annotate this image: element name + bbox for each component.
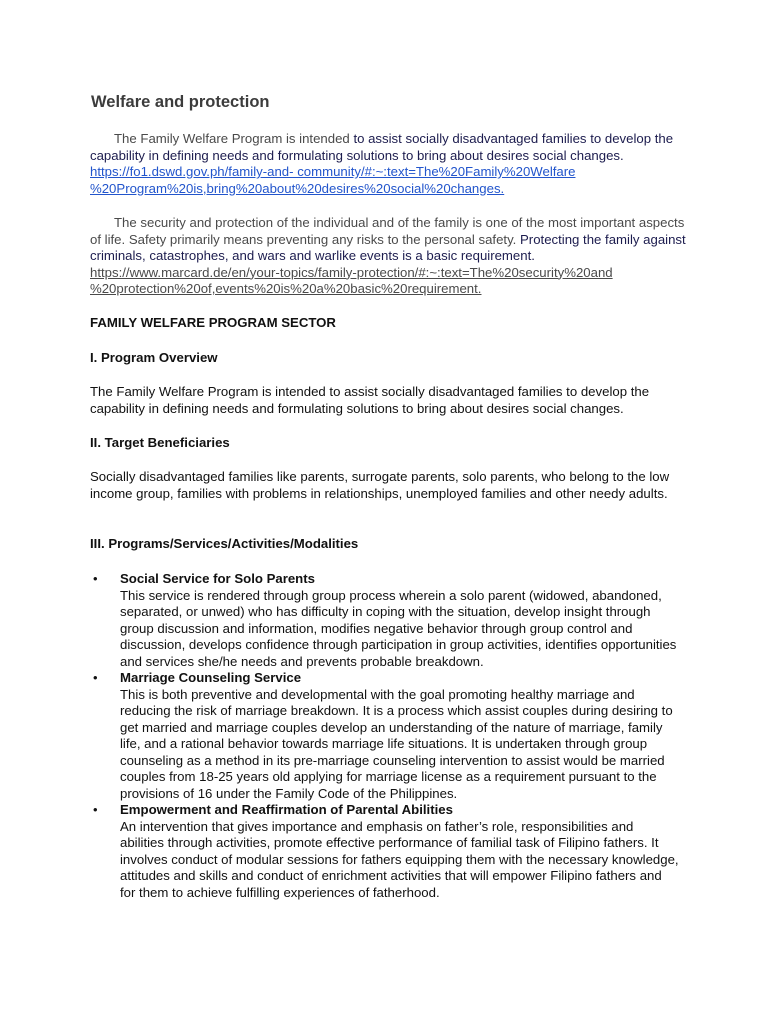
- intro-paragraph-2: [90, 215, 690, 298]
- bullet-icon: •: [93, 571, 98, 586]
- list-item-title: Empowerment and Reaffirmation of Parental Abilities: [120, 802, 453, 817]
- overview-heading: I. Program Overview: [90, 350, 218, 365]
- beneficiaries-heading: II. Target Beneficiaries: [90, 435, 230, 450]
- intro1-source-link-line2[interactable]: %20Program%20is,bring%20about%20desires%20social%20changes.: [90, 180, 505, 196]
- section-title: FAMILY WELFARE PROGRAM SECTOR: [90, 315, 336, 330]
- list-item-text: This service is rendered through group process wherein a solo parent (widowed, abandoned, separated, or unwed) who has difficulty in coping with the situation, develop insight through group discussion and information, modifies negative behavior through group control and discussion, develops confidence through participation in group activities, identifies opportunities and services she/he needs and prevents probable breakdown.: [120, 587, 677, 669]
- programs-list: [93, 571, 680, 901]
- intro2-source-link-line2[interactable]: %20protection%20of,events%20is%20a%20basic%20requirement.: [90, 281, 482, 296]
- beneficiaries-text: Socially disadvantaged families like parents, surrogate parents, solo parents, who belong to the low income group, families with problems in relationships, unemployed families and other needy adults.: [90, 469, 670, 501]
- list-item-text: This is both preventive and developmental with the goal promoting healthy marriage and reducing the risk of marriage breakdown. It is a process which assist couples during desiring to get married and marriage couples develop an understanding of the nature of marriage, family life, and a rational behavior towards marriage life situations. It is undertaken through group counseling as a method in its pre-marriage counseling intervention to assist would be married couples from 18-25 years old applying for marriage license as a requirement pursuant to the provisions of 16 under the Family Code of the Philippines.: [120, 686, 673, 801]
- overview-text: The Family Welfare Program is intended to assist socially disadvantaged families to develop the capability in defining needs and formulating solutions to bring about desires social changes.: [90, 384, 650, 416]
- intro2-end: .: [531, 248, 535, 263]
- intro1-highlight: to assist socially disadvantaged families to develop the capability in defining needs and formulating solutions to bring about desires social changes: [90, 131, 674, 163]
- intro2-lead: The security and protection of the individual and of the family is one of the most important aspects of life. Safety primarily means preventing any risks to the personal safety.: [90, 215, 685, 247]
- list-item: [93, 802, 680, 901]
- intro1-source-link-line1[interactable]: https://fo1.dswd.gov.ph/family-and- community/#:~:text=The%20Family%20Welfare: [90, 164, 576, 179]
- intro1-lead: The Family Welfare Program is intended: [114, 131, 354, 146]
- page-title: Welfare and protection: [91, 93, 270, 111]
- intro-paragraph-1: [90, 131, 690, 197]
- bullet-icon: •: [93, 802, 98, 817]
- intro2-source-link-line1[interactable]: https://www.marcard.de/en/your-topics/family-protection/#:~:text=The%20security%20and: [90, 264, 613, 280]
- list-item: [93, 670, 680, 802]
- list-item: [93, 571, 680, 670]
- list-item-title: Marriage Counseling Service: [120, 670, 302, 685]
- intro2-highlight: Protecting the family against criminals, catastrophes, and wars and warlike events is a basic requirement: [90, 231, 686, 263]
- list-item-text: An intervention that gives importance and emphasis on father’s role, responsibilities and abilities through activities, promote effective performance of familial task of Filipino fathers. It involves conduct of modular sessions for fathers equipping them with the necessary knowledge, attitudes and skills and conduct of enrichment activities that will empower Filipino fathers and for them to achieve fulfilling experiences of fatherhood.: [120, 818, 679, 900]
- programs-heading: III. Programs/Services/Activities/Modalities: [90, 536, 359, 551]
- list-item-title: Social Service for Solo Parents: [120, 571, 315, 586]
- bullet-icon: •: [93, 670, 98, 685]
- intro1-end: .: [620, 147, 624, 163]
